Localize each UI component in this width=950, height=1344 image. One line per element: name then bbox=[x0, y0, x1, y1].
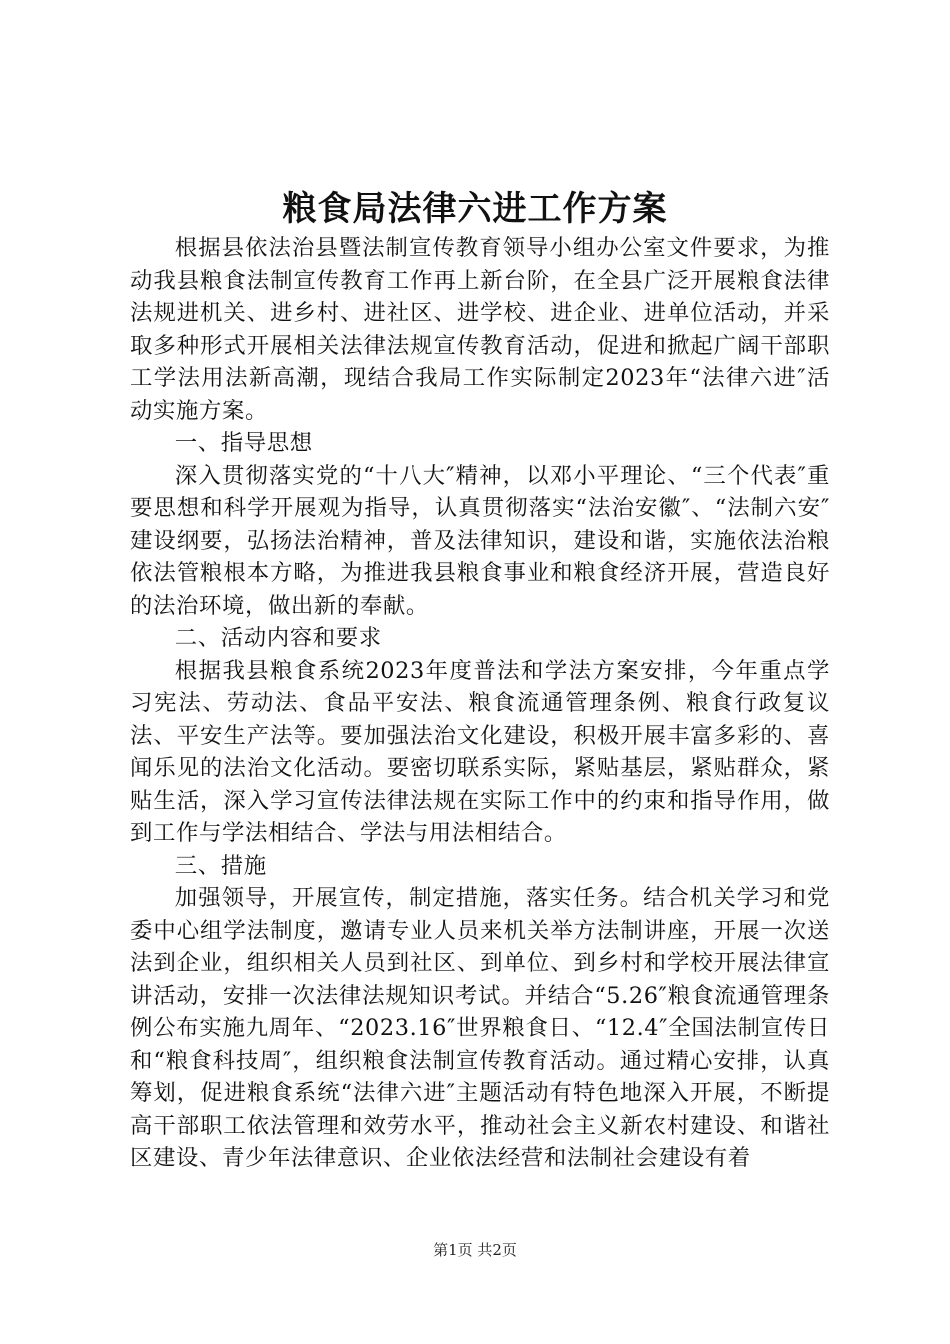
activity-content-paragraph: 根据我县粮食系统2023年度普法和学法方案安排，今年重点学习宪法、劳动法、食品平安法、粮食流通管理条例、粮食行政复议法、平安生产法等。要加强法治文化建设，积极开展丰富多彩的、喜闻乐见的法治文化活动。要密切联系实际，紧贴基层，紧贴群众，紧贴生活，深入学习宣传法律法规在实际工作中的约束和指导作用，做到工作与学法相结合、学法与用法相结合。 bbox=[130, 657, 830, 846]
section-heading-guiding-ideology: 一、指导思想 bbox=[174, 430, 313, 456]
document-title: 粮食局法律六进工作方案 bbox=[282, 189, 668, 229]
intro-paragraph: 根据县依法治县暨法制宣传教育领导小组办公室文件要求，为推动我县粮食法制宣传教育工作再上新台阶，在全县广泛开展粮食法律法规进机关、进乡村、进社区、进学校、进企业、进单位活动，并采取多种形式开展相关法律法规宣传教育活动，促进和掀起广阔干部职工学法用法新高潮，现结合我局工作实际制定2023年“法律六进″活动实施方案。 bbox=[130, 235, 830, 424]
measures-paragraph: 加强领导，开展宣传，制定措施，落实任务。结合机关学习和党委中心组学法制度，邀请专业人员来机关举方法制讲座，开展一次送法到企业，组织相关人员到社区、到单位、到乡村和学校开展法律宣讲活动，安排一次法律法规知识考试。并结合“5.26″粮食流通管理条例公布实施九周年、“2023.16″世界粮食日、“12.4″全国法制宣传日和“粮食科技周″，组织粮食法制宣传教育活动。通过精心安排，认真筹划，促进粮食系统“法律六进″主题活动有特色地深入开展，不断提高干部职工依法管理和效劳水平，推动社会主义新农村建设、和谐社区建设、青少年法律意识、企业依法经营和法制社会建设有着 bbox=[130, 885, 830, 1171]
section-heading-measures: 三、措施 bbox=[174, 852, 267, 879]
document-body bbox=[130, 232, 830, 1175]
page-footer: 第1页 共2页 bbox=[433, 1241, 517, 1259]
guiding-ideology-paragraph: 深入贯彻落实党的“十八大″精神，以邓小平理论、“三个代表″重要思想和科学开展观为指导，认真贯彻落实“法治安徽″、“法制六安″建设纲要，弘扬法治精神，普及法律知识，建设和谐，实施依法治粮依法管粮根本方略，为推进我县粮食事业和粮食经济开展，营造良好的法治环境，做出新的奉献。 bbox=[130, 462, 830, 619]
section-heading-activity-content: 二、活动内容和要求 bbox=[174, 625, 382, 651]
